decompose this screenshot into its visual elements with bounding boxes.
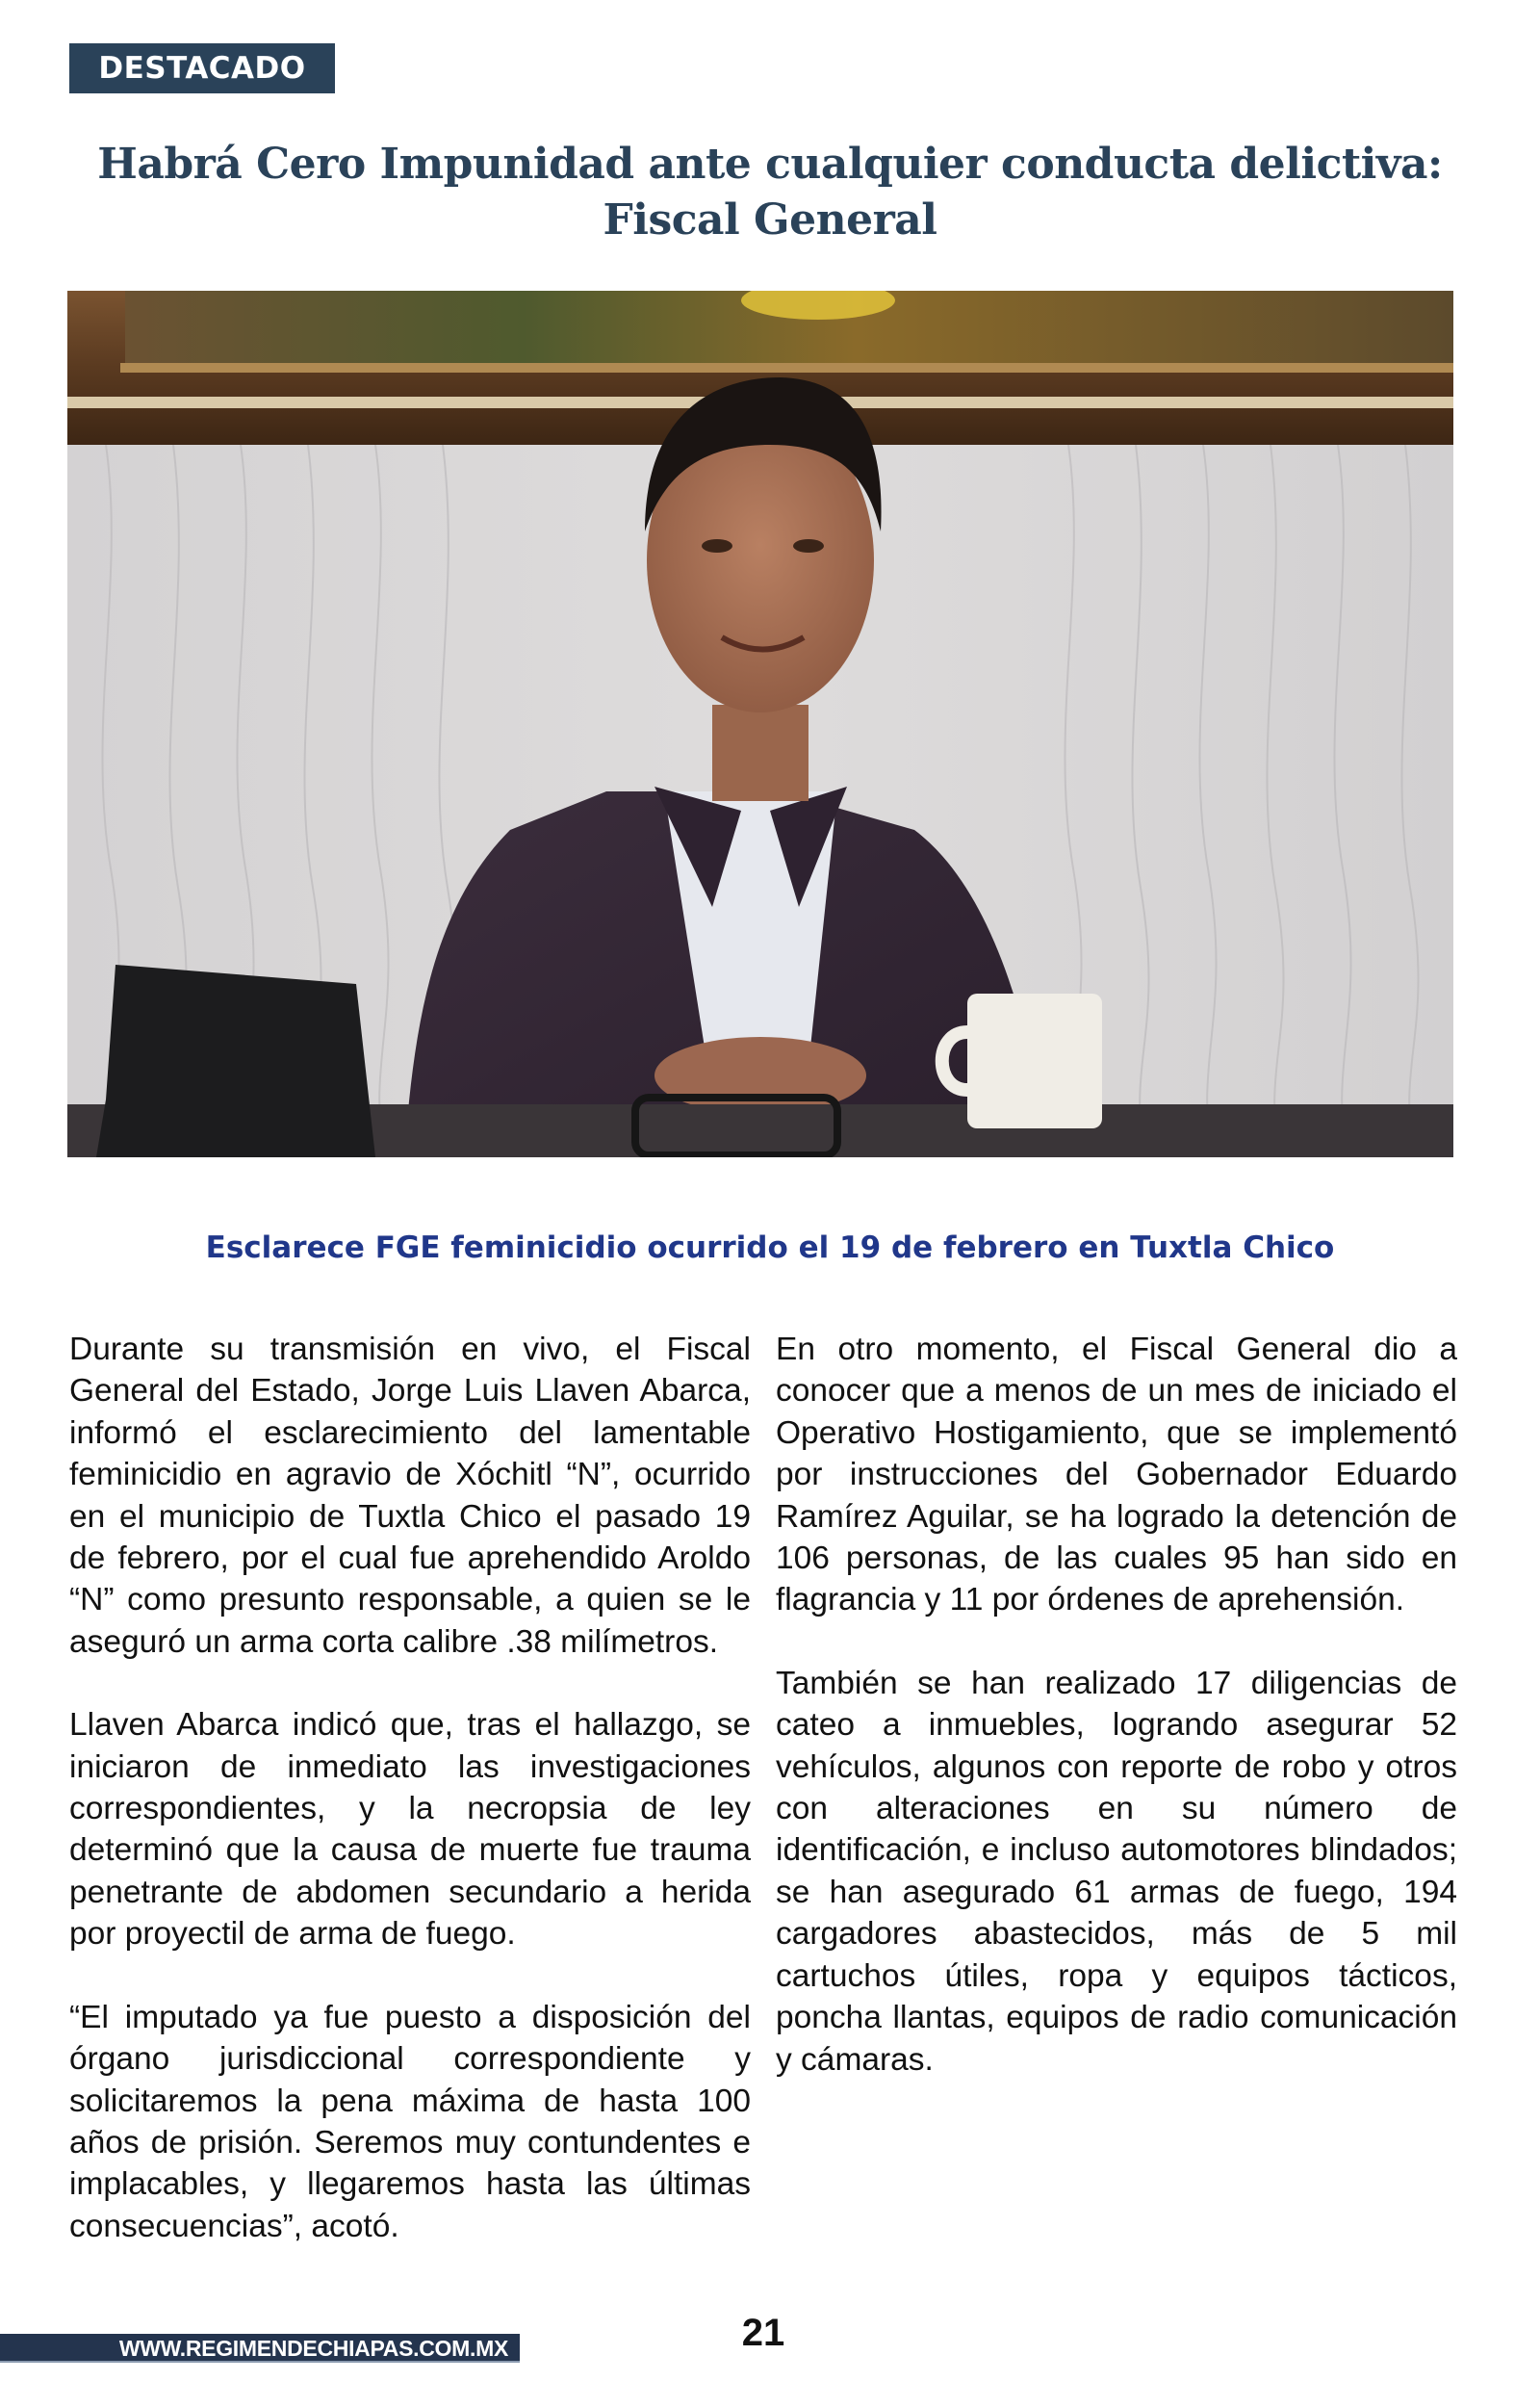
paragraph: Llaven Abarca indicó que, tras el hallazgo, se iniciaron de inmediato las investigaciones correspondientes, y la necropsia de ley determinó que la causa de muerte fue trauma penetrante de abdomen secundario a herida por proyectil de arma de fuego.: [69, 1707, 751, 1953]
headline-line-1: Habrá Cero Impunidad ante cualquier conducta delictiva:: [97, 140, 1443, 189]
page-number: 21: [741, 2312, 785, 2354]
right-column: [776, 1329, 1457, 2122]
paragraph: En otro momento, el Fiscal General dio a conocer que a menos de un mes de iniciado el Operativo Hostigamiento, que se implementó por instrucciones del Gobernador Eduardo Ramírez Aguilar, se ha logrado la detención de 106 personas, de las cuales 95 han sido en flagrancia y 11 por órdenes de aprehensión.: [776, 1332, 1457, 1618]
headline-line-2: Fiscal General: [603, 195, 937, 245]
subhead: Esclarece FGE feminicidio ocurrido el 19 de febrero en Tuxtla Chico: [205, 1230, 1335, 1265]
left-column: [69, 1329, 751, 2289]
paragraph: Durante su transmisión en vivo, el Fiscal General del Estado, Jorge Luis Llaven Abarca, informó el esclarecimiento del lamentable feminicidio en agravio de Xóchitl “N”, ocurrido en el municipio de Tuxtla Chico el pasado 19 de febrero, por el cual fue aprehendido Aroldo “N” como presunto responsable, a quien se le aseguró un arma corta calibre .38 milímetros.: [69, 1332, 751, 1660]
article-photo: [67, 291, 1453, 1157]
headline: [58, 137, 1482, 248]
section-tag: DESTACADO: [69, 43, 335, 93]
photo-illustration: [67, 291, 1453, 1157]
footer-website: WWW.REGIMENDECHIAPAS.COM.MX: [0, 2334, 520, 2363]
paragraph: “El imputado ya fue puesto a disposición del órgano jurisdiccional correspondiente y solicitaremos la pena máxima de hasta 100 años de prisión. Seremos muy contundentes e implacables, y llegaremos hasta las últimas consecuencias”, acotó.: [69, 1999, 751, 2244]
paragraph: También se han realizado 17 diligencias de cateo a inmuebles, logrando asegurar 52 vehículos, algunos con reporte de robo y otros con alteraciones en su número de identificación, e incluso automotores blindados; se han asegurado 61 armas de fuego, 194 cargadores abastecidos, más de 5 mil cartuchos útiles, ropa y equipos tácticos, poncha llantas, equipos de radio comunicación y cámaras.: [776, 1665, 1457, 2078]
